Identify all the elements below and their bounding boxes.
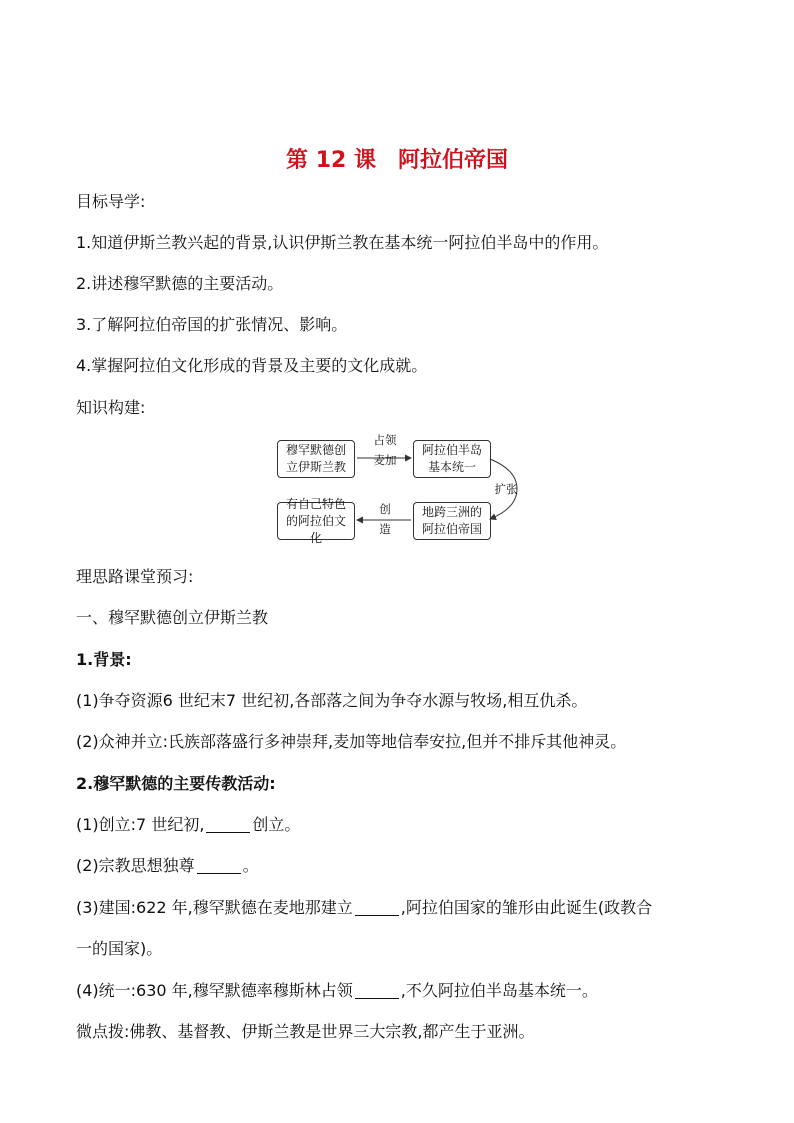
activities-heading: 2.穆罕默德的主要传教活动: [76, 774, 276, 793]
box-unify-arabia: 阿拉伯半岛基本统一 [413, 440, 491, 478]
section-1-heading: 一、穆罕默德创立伊斯兰教 [76, 608, 269, 627]
label-expand: 扩张 [494, 482, 518, 496]
activity-item-1: (1)创立:7 世纪初, 创立。 [76, 815, 301, 834]
answer-blank[interactable] [206, 816, 250, 833]
label-occupy: 占领 [373, 433, 397, 447]
background-item-2: (2)众神并立:氏族部落盛行多神崇拜,麦加等地信奉安拉,但并不排斥其他神灵。 [76, 732, 627, 751]
goal-item-3: 3.了解阿拉伯帝国的扩张情况、影响。 [76, 315, 348, 334]
label-mecca: 麦加 [373, 453, 397, 467]
background-item-1: (1)争夺资源6 世纪末7 世纪初,各部落之间为争夺水源与牧场,相互仇杀。 [76, 691, 588, 710]
background-heading: 1.背景: [76, 650, 132, 669]
page-title: 第 12 课 阿拉伯帝国 [286, 148, 508, 173]
activity-item-3-cont: 一的国家)。 [76, 939, 163, 958]
knowledge-diagram [277, 435, 527, 543]
label-create-2: 造 [379, 522, 391, 536]
label-create-1: 创 [379, 502, 391, 516]
activity-item-3: (3)建国:622 年,穆罕默德在麦地那建立 ,阿拉伯国家的雏形由此诞生(政教合 [76, 898, 653, 917]
goal-item-1: 1.知道伊斯兰教兴起的背景,认识伊斯兰教在基本统一阿拉伯半岛中的作用。 [76, 233, 609, 252]
goal-item-4: 4.掌握阿拉伯文化形成的背景及主要的文化成就。 [76, 356, 428, 375]
tip-note: 微点拨:佛教、基督教、伊斯兰教是世界三大宗教,都产生于亚洲。 [76, 1022, 535, 1041]
answer-blank[interactable] [355, 899, 399, 916]
box-arab-culture: 有自己特色的阿拉伯文化 [277, 502, 355, 540]
preview-heading: 理思路课堂预习: [76, 567, 194, 586]
activity-item-4: (4)统一:630 年,穆罕默德率穆斯林占领 ,不久阿拉伯半岛基本统一。 [76, 981, 598, 1000]
box-arab-empire: 地跨三洲的阿拉伯帝国 [413, 502, 491, 540]
knowledge-heading: 知识构建: [76, 398, 146, 417]
goals-heading: 目标导学: [76, 192, 146, 211]
answer-blank[interactable] [197, 857, 241, 874]
box-create-islam: 穆罕默德创立伊斯兰教 [277, 440, 355, 478]
activity-item-2: (2)宗教思想独尊 。 [76, 856, 259, 875]
goal-item-2: 2.讲述穆罕默德的主要活动。 [76, 274, 284, 293]
answer-blank[interactable] [355, 982, 399, 999]
